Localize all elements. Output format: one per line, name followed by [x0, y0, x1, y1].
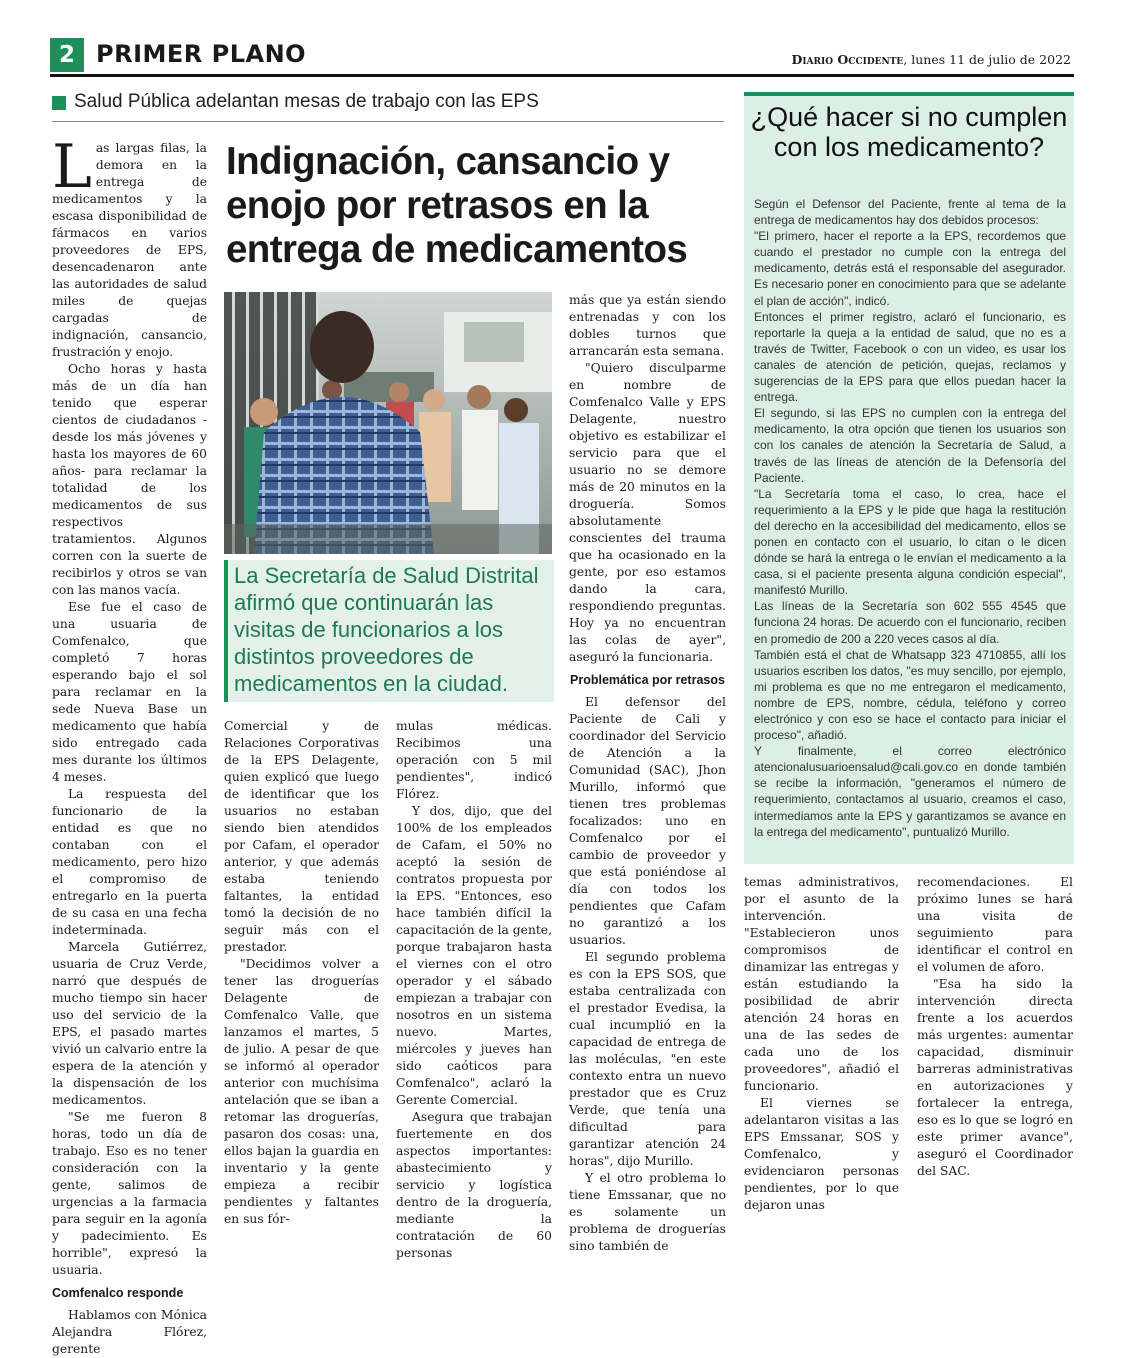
paragraph: "Quiero disculparme en nombre de Comfenalco Valle y EPS Delagente, nuestro objetivo es estabilizar el servicio para que el usuario no se demore más de 20 minutos en la droguería. Somos absolutamente conscientes del trauma que ha ocasionado en la gente, por eso estamos dando la cara, respondiendo preguntas. Hoy ya no encuentran las colas de ayer", aseguró la funcionaria.: [569, 361, 726, 664]
sidebar-paragraph: "La Secretaría toma el caso, lo crea, hace el requerimiento a la EPS y le pide que haga la restitución del derecho en la accesibilidad del medicamento, ellos se ponen en contacto con el usuario, lo citan o le dicen dónde se hará la entrega o le envían el medicamento a la casa, si el paciente presenta alguna condición especial", manifestó Murillo.: [754, 486, 1066, 598]
sidebar-paragraph: Las líneas de la Secretaría son 602 555 4545 que funciona 24 horas. De acuerdo con el funcionario, reciben en promedio de 200 a 220 veces casos al día.: [754, 599, 1066, 646]
sidebar-body: [754, 196, 1066, 856]
sidebar-title: ¿Qué hacer si no cumplen con los medicamento?: [750, 102, 1068, 162]
sidebar-paragraph: "El primero, hacer el reporte a la EPS, recordemos que cuando el prestador no cumple con la entrega del medicamento, detrás está el responsable del asegurador. Es necesario poner en conocimiento para que se adelante el plan de acción", indicó.: [754, 229, 1066, 308]
section-title: PRIMER PLANO: [96, 40, 307, 68]
article-column-6: [917, 874, 1073, 1178]
headline: Indignación, cansancio y enojo por retrasos en la entrega de medicamentos: [226, 140, 688, 271]
kicker-rule: [52, 121, 724, 122]
pull-quote: [224, 560, 554, 702]
news-photo: [224, 292, 552, 554]
sidebar-box: [744, 92, 1074, 864]
paragraph: Asegura que trabajan fuertemente en dos aspectos importantes: abastecimiento y servicio y logística dentro de la droguería, mediante la contratación de 60 personas: [396, 1110, 552, 1260]
paragraph: El segundo problema es con la EPS SOS, que estaba centralizada con el prestador Evedisa, la cual incumplió en la capacidad de entrega de las moléculas, "en este contexto entra un nuevo prestador que es Cruz Verde, que tenía una dificultad para garantizar atención 24 horas", dijo Murillo.: [569, 950, 726, 1168]
issue-date: , lunes 11 de julio de 2022: [903, 52, 1071, 67]
paragraph: Ocho horas y hasta más de un día han tenido que esperar cientos de ciudadanos - desde los más jóvenes y hasta los mayores de 60 años- para reclamar la totalidad de los medicamentos de sus respectivos tratamientos. Algunos corren con la suerte de recibirlos y otros se van con las manos vacía.: [52, 362, 207, 597]
article-column-5: [744, 874, 899, 1212]
sidebar-paragraph: Y finalmente, el correo electrónico atencionalusuarioensalud@cali.gov.co en donde también se recibe la información, "generamos el número de requerimiento, contactamos al usuario, creamos el caso, intermediamos ante la EPS y garantizamos se avance en la entrega del medicamento", puntualizó Murillo.: [754, 744, 1066, 839]
dropcap: L: [52, 132, 92, 202]
paragraph: recomendaciones. El próximo lunes se hará una visita de seguimiento para identificar el control en el volumen de aforo.: [917, 875, 1073, 974]
paragraph: as largas filas, la demora en la entrega de medicamentos y la escasa disponibilidad de fármacos en varios proveedores de EPS, desencadenaron ante las autoridades de salud miles de quejas cargadas de indignación, cansancio, frustración y enojo.: [52, 141, 207, 359]
paragraph: El viernes se adelantaron visitas a las EPS Emssanar, SOS y Comfenalco, y evidenciaron personas pendientes, por lo que dejaron unas: [744, 1096, 899, 1212]
paragraph: La respuesta del funcionario de la entidad es que no contaban con el medicamento, pero hizo el compromiso de entregarlo en la puerta de su casa en una fecha indeterminada.: [52, 787, 207, 937]
subheading-problematica: Problemática por retrasos: [570, 673, 725, 687]
article-column-3: [396, 718, 552, 1260]
newspaper-name: Diario Occidente: [791, 52, 904, 67]
paragraph: Comercial y de Relaciones Corporativas de la EPS Delagente, quien explicó que luego de identificar que los usuarios no estaban siendo bien atendidos por Cafam, el operador anterior, y que además estaba teniendo faltantes, la entidad tomó la decisión de no seguir más con el prestador.: [224, 719, 379, 954]
paragraph: temas administrativos, por el asunto de la intervención. "Establecieron unos compromisos de dinamizar las entregas y están estudiando la posibilidad de abrir atención 24 horas en una de las sedes de cada uno de los proveedores", añadió el funcionario.: [744, 875, 899, 1093]
subheading-comfenalco: Comfenalco responde: [52, 1286, 184, 1300]
masthead: [792, 52, 1072, 67]
paragraph: Hablamos con Mónica Alejandra Flórez, gerente: [52, 1308, 207, 1356]
paragraph: mulas médicas. Recibimos una operación con 5 mil pendientes", indicó Flórez.: [396, 719, 552, 801]
paragraph: "Se me fueron 8 horas, todo un día de trabajo. Eso es no tener consideración con la gente, salimos de urgencias a la farmacia para seguir en la agonía y padecimiento. Es horrible", expresó la usuaria.: [52, 1110, 207, 1277]
sidebar-paragraph: Entonces el primer registro, aclaró el funcionario, es reportarle la queja a la entidad de salud, que no es a través de Twitter, Facebook o con un video, es usar los canales de atención de petición, quejas, reclamos y sugerencias de la EPS para que ellos puedan hacer la entrega.: [754, 309, 1066, 405]
article-column-2: [224, 718, 379, 1226]
sidebar-paragraph: El segundo, si las EPS no cumplen con la entrega del medicamento, la otra opción que tienen los usuarios son con los canales de atención la Secretaría de Salud, a través de las líneas de atención de la Defensoría del Paciente.: [754, 406, 1066, 485]
article-column-4: [569, 292, 726, 1253]
paragraph: "Decidimos volver a tener las droguerías Delagente de Comfenalco Valle, que lanzamos el martes, 5 de julio. A pesar de que se informó al operador anterior con muchísima antelación que se iban a retomar las droguerías, pasaron dos cosas: una, ellos bajan la guardia en inventario y la gente empieza a recibir pendientes y faltantes en sus fór-: [224, 957, 379, 1226]
kicker-square-icon: [52, 96, 66, 110]
page-number: 2: [50, 38, 84, 72]
paragraph: "Esa ha sido la intervención directa frente a los acuerdos más urgentes: aumentar capacidad, disminuir barreras administrativas en autorizaciones y fortalecer la entrega, eso es lo que se logró en este primer avance", aseguró el Coordinador del SAC.: [917, 977, 1073, 1178]
paragraph: Y el otro problema lo tiene Emssanar, que no es solamente un problema de droguerías sino también de: [569, 1171, 726, 1253]
sidebar-paragraph: También está el chat de Whatsapp 323 4710855, allí los usuarios escriben los datos, "es muy sencillo, por ejemplo, mi problema es que no me entregaron el medicamento, nombre de EPS, nombre, cédula, teléfono y correo electrónico y con eso se hace el contacto para iniciar el proceso", añadió.: [754, 647, 1066, 743]
paragraph: más que ya están siendo entrenadas y con los dobles turnos que arrancarán esta semana.: [569, 293, 726, 358]
paragraph: Marcela Gutiérrez, usuaria de Cruz Verde, narró que después de mucho tiempo sin hacer uso del servicio de la EPS, el pasado martes vivió un calvario entre la espera de la atención y la dispensación de los medicamentos.: [52, 940, 207, 1107]
article-column-1: [52, 132, 207, 1356]
kicker: Salud Pública adelantan mesas de trabajo con las EPS: [74, 91, 539, 112]
paragraph: El defensor del Paciente de Cali y coordinador del Servicio de Atención a la Comunidad (SAC), Jhon Murillo, informó que tienen tres problemas focalizados: uno en Comfenalco por el cambio de proveedor y que está poniéndose al día con todos los pendientes que Cafam no garantizó a los usuarios.: [569, 695, 726, 947]
header-rule: [50, 74, 1074, 77]
paragraph: Ese fue el caso de una usuaria de Comfenalco, que completó 7 horas esperando bajo el sol para reclamar en la sede Nueva Base un medicamento que había sido entregado cada mes durante los últimos 4 meses.: [52, 600, 207, 784]
pull-quote-text: La Secretaría de Salud Distrital afirmó que continuarán las visitas de funcionarios a los distintos proveedores de medicamentos en la ciudad.: [234, 563, 539, 696]
sidebar-paragraph: Según el Defensor del Paciente, frente al tema de la entrega de medicamentos hay dos debidos procesos:: [754, 197, 1066, 228]
paragraph: Y dos, dijo, que del 100% de los empleados de Cafam, el 50% no aceptó la sesión de contratos propuesta por la EPS. "Entonces, eso hace también difícil la capacitación de la gente, porque trabajaron hasta el viernes con el otro operador y el sábado empiezan a trabajar con nosotros en un sistema nuevo. Martes, miércoles y jueves han sido caóticos para Comfenalco", aclaró la Gerente Comercial.: [396, 804, 552, 1107]
